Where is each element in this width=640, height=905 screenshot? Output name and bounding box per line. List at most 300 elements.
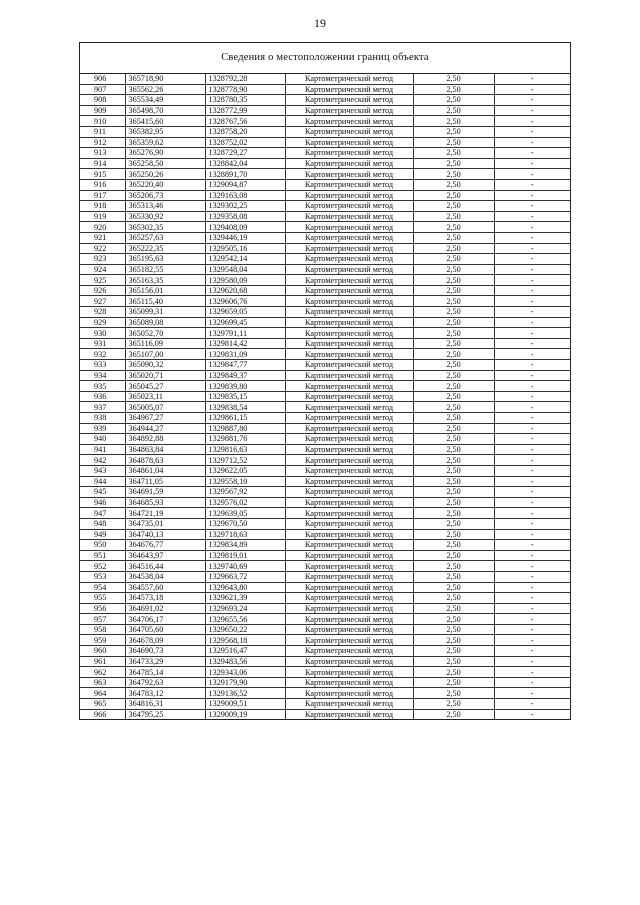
method-cell: Картометрический метод (285, 709, 413, 719)
table-row (80, 688, 570, 699)
accuracy-cell: 2,50 (413, 540, 494, 551)
table-row (80, 677, 570, 688)
y-coordinate-cell: 1329446,19 (205, 232, 285, 243)
method-cell: Картометрический метод (285, 391, 413, 402)
method-cell: Картометрический метод (285, 317, 413, 328)
accuracy-cell: 2,50 (413, 709, 494, 719)
point-number-cell: 963 (80, 677, 125, 688)
method-cell: Картометрический метод (285, 126, 413, 137)
x-coordinate-cell: 365498,70 (125, 105, 205, 116)
accuracy-cell: 2,50 (413, 296, 494, 307)
point-number-cell: 951 (80, 550, 125, 561)
y-coordinate-cell: 1329548,04 (205, 264, 285, 275)
point-number-cell: 932 (80, 349, 125, 360)
description-cell: - (494, 518, 570, 529)
method-cell: Картометрический метод (285, 243, 413, 254)
description-cell: - (494, 603, 570, 614)
accuracy-cell: 2,50 (413, 646, 494, 657)
y-coordinate-cell: 1328767,56 (205, 116, 285, 127)
point-number-cell: 939 (80, 423, 125, 434)
y-coordinate-cell: 1329693,24 (205, 603, 285, 614)
accuracy-cell: 2,50 (413, 656, 494, 667)
table-row (80, 635, 570, 646)
x-coordinate-cell: 365163,35 (125, 275, 205, 286)
accuracy-cell: 2,50 (413, 179, 494, 190)
method-cell: Картометрический метод (285, 487, 413, 498)
point-number-cell: 933 (80, 360, 125, 371)
y-coordinate-cell: 1329881,76 (205, 434, 285, 445)
point-number-cell: 953 (80, 571, 125, 582)
table-row (80, 201, 570, 212)
method-cell: Картометрический метод (285, 275, 413, 286)
point-number-cell: 918 (80, 201, 125, 212)
table-row (80, 434, 570, 445)
x-coordinate-cell: 364721,19 (125, 508, 205, 519)
point-number-cell: 921 (80, 232, 125, 243)
table-row (80, 508, 570, 519)
y-coordinate-cell: 1328780,35 (205, 95, 285, 106)
y-coordinate-cell: 1329483,56 (205, 656, 285, 667)
description-cell: - (494, 582, 570, 593)
accuracy-cell: 2,50 (413, 497, 494, 508)
accuracy-cell: 2,50 (413, 550, 494, 561)
method-cell: Картометрический метод (285, 529, 413, 540)
y-coordinate-cell: 1329670,50 (205, 518, 285, 529)
table-row (80, 444, 570, 455)
x-coordinate-cell: 364690,73 (125, 646, 205, 657)
x-coordinate-cell: 364676,77 (125, 540, 205, 551)
table-row (80, 518, 570, 529)
description-cell: - (494, 550, 570, 561)
x-coordinate-cell: 365276,90 (125, 148, 205, 159)
x-coordinate-cell: 365052,70 (125, 328, 205, 339)
table-row (80, 307, 570, 318)
description-cell: - (494, 677, 570, 688)
point-number-cell: 965 (80, 699, 125, 710)
y-coordinate-cell: 1329659,05 (205, 307, 285, 318)
method-cell: Картометрический метод (285, 222, 413, 233)
point-number-cell: 913 (80, 148, 125, 159)
description-cell: - (494, 275, 570, 286)
x-coordinate-cell: 364816,31 (125, 699, 205, 710)
description-cell: - (494, 105, 570, 116)
x-coordinate-cell: 364573,18 (125, 593, 205, 604)
x-coordinate-cell: 365534,49 (125, 95, 205, 106)
method-cell: Картометрический метод (285, 699, 413, 710)
y-coordinate-cell: 1328842,04 (205, 158, 285, 169)
x-coordinate-cell: 365023,11 (125, 391, 205, 402)
x-coordinate-cell: 365718,90 (125, 74, 205, 84)
y-coordinate-cell: 1329831,09 (205, 349, 285, 360)
method-cell: Картометрический метод (285, 582, 413, 593)
y-coordinate-cell: 1329643,80 (205, 582, 285, 593)
y-coordinate-cell: 1329558,10 (205, 476, 285, 487)
description-cell: - (494, 317, 570, 328)
table-row (80, 126, 570, 137)
x-coordinate-cell: 364785,14 (125, 667, 205, 678)
method-cell: Картометрический метод (285, 402, 413, 413)
x-coordinate-cell: 365107,00 (125, 349, 205, 360)
accuracy-cell: 2,50 (413, 95, 494, 106)
y-coordinate-cell: 1328752,02 (205, 137, 285, 148)
y-coordinate-cell: 1329663,72 (205, 571, 285, 582)
accuracy-cell: 2,50 (413, 116, 494, 127)
method-cell: Картометрический метод (285, 677, 413, 688)
y-coordinate-cell: 1329655,56 (205, 614, 285, 625)
accuracy-cell: 2,50 (413, 402, 494, 413)
table-row (80, 296, 570, 307)
description-cell: - (494, 709, 570, 719)
description-cell: - (494, 201, 570, 212)
table-row (80, 84, 570, 95)
table-row (80, 487, 570, 498)
accuracy-cell: 2,50 (413, 84, 494, 95)
description-cell: - (494, 646, 570, 657)
table-row (80, 105, 570, 116)
accuracy-cell: 2,50 (413, 688, 494, 699)
x-coordinate-cell: 364691,02 (125, 603, 205, 614)
accuracy-cell: 2,50 (413, 328, 494, 339)
accuracy-cell: 2,50 (413, 561, 494, 572)
method-cell: Картометрический метод (285, 508, 413, 519)
x-coordinate-cell: 365005,07 (125, 402, 205, 413)
point-number-cell: 942 (80, 455, 125, 466)
x-coordinate-cell: 365220,40 (125, 179, 205, 190)
table-row (80, 423, 570, 434)
y-coordinate-cell: 1329834,89 (205, 540, 285, 551)
description-cell: - (494, 264, 570, 275)
point-number-cell: 909 (80, 105, 125, 116)
x-coordinate-cell: 364678,09 (125, 635, 205, 646)
table-row (80, 381, 570, 392)
point-number-cell: 919 (80, 211, 125, 222)
description-cell: - (494, 338, 570, 349)
y-coordinate-cell: 1329849,37 (205, 370, 285, 381)
x-coordinate-cell: 364711,05 (125, 476, 205, 487)
accuracy-cell: 2,50 (413, 699, 494, 710)
method-cell: Картометрический метод (285, 211, 413, 222)
method-cell: Картометрический метод (285, 360, 413, 371)
description-cell: - (494, 243, 570, 254)
coordinates-table (80, 74, 570, 719)
accuracy-cell: 2,50 (413, 677, 494, 688)
accuracy-cell: 2,50 (413, 338, 494, 349)
method-cell: Картометрический метод (285, 84, 413, 95)
method-cell: Картометрический метод (285, 179, 413, 190)
point-number-cell: 922 (80, 243, 125, 254)
description-cell: - (494, 285, 570, 296)
point-number-cell: 931 (80, 338, 125, 349)
table-row (80, 328, 570, 339)
y-coordinate-cell: 1329791,11 (205, 328, 285, 339)
point-number-cell: 912 (80, 137, 125, 148)
y-coordinate-cell: 1329887,80 (205, 423, 285, 434)
description-cell: - (494, 571, 570, 582)
x-coordinate-cell: 364705,60 (125, 624, 205, 635)
x-coordinate-cell: 364892,88 (125, 434, 205, 445)
y-coordinate-cell: 1328792,28 (205, 74, 285, 84)
method-cell: Картометрический метод (285, 95, 413, 106)
description-cell: - (494, 169, 570, 180)
y-coordinate-cell: 1329009,51 (205, 699, 285, 710)
table-row (80, 497, 570, 508)
description-cell: - (494, 423, 570, 434)
boundary-table-sheet (79, 42, 571, 720)
method-cell: Картометрический метод (285, 137, 413, 148)
table-row (80, 529, 570, 540)
method-cell: Картометрический метод (285, 688, 413, 699)
y-coordinate-cell: 1329718,63 (205, 529, 285, 540)
accuracy-cell: 2,50 (413, 487, 494, 498)
x-coordinate-cell: 365116,09 (125, 338, 205, 349)
accuracy-cell: 2,50 (413, 211, 494, 222)
y-coordinate-cell: 1329740,69 (205, 561, 285, 572)
table-row (80, 667, 570, 678)
accuracy-cell: 2,50 (413, 285, 494, 296)
x-coordinate-cell: 365195,63 (125, 254, 205, 265)
method-cell: Картометрический метод (285, 540, 413, 551)
table-row (80, 656, 570, 667)
description-cell: - (494, 434, 570, 445)
accuracy-cell: 2,50 (413, 413, 494, 424)
accuracy-cell: 2,50 (413, 243, 494, 254)
description-cell: - (494, 328, 570, 339)
y-coordinate-cell: 1329835,15 (205, 391, 285, 402)
x-coordinate-cell: 365156,01 (125, 285, 205, 296)
description-cell: - (494, 84, 570, 95)
y-coordinate-cell: 1329814,42 (205, 338, 285, 349)
description-cell: - (494, 455, 570, 466)
accuracy-cell: 2,50 (413, 391, 494, 402)
method-cell: Картометрический метод (285, 254, 413, 265)
x-coordinate-cell: 365562,26 (125, 84, 205, 95)
point-number-cell: 961 (80, 656, 125, 667)
description-cell: - (494, 656, 570, 667)
table-row (80, 709, 570, 719)
method-cell: Картометрический метод (285, 201, 413, 212)
accuracy-cell: 2,50 (413, 635, 494, 646)
table-row (80, 476, 570, 487)
description-cell: - (494, 381, 570, 392)
accuracy-cell: 2,50 (413, 381, 494, 392)
x-coordinate-cell: 365182,55 (125, 264, 205, 275)
method-cell: Картометрический метод (285, 571, 413, 582)
table-row (80, 95, 570, 106)
method-cell: Картометрический метод (285, 349, 413, 360)
table-row (80, 550, 570, 561)
y-coordinate-cell: 1328729,27 (205, 148, 285, 159)
accuracy-cell: 2,50 (413, 614, 494, 625)
table-row (80, 74, 570, 84)
x-coordinate-cell: 364643,97 (125, 550, 205, 561)
y-coordinate-cell: 1329847,77 (205, 360, 285, 371)
method-cell: Картометрический метод (285, 232, 413, 243)
point-number-cell: 927 (80, 296, 125, 307)
x-coordinate-cell: 364783,12 (125, 688, 205, 699)
method-cell: Картометрический метод (285, 646, 413, 657)
accuracy-cell: 2,50 (413, 571, 494, 582)
point-number-cell: 943 (80, 465, 125, 476)
method-cell: Картометрический метод (285, 550, 413, 561)
description-cell: - (494, 540, 570, 551)
point-number-cell: 910 (80, 116, 125, 127)
table-row (80, 413, 570, 424)
method-cell: Картометрический метод (285, 413, 413, 424)
point-number-cell: 957 (80, 614, 125, 625)
point-number-cell: 925 (80, 275, 125, 286)
description-cell: - (494, 529, 570, 540)
point-number-cell: 937 (80, 402, 125, 413)
point-number-cell: 952 (80, 561, 125, 572)
point-number-cell: 930 (80, 328, 125, 339)
y-coordinate-cell: 1329009,19 (205, 709, 285, 719)
description-cell: - (494, 190, 570, 201)
accuracy-cell: 2,50 (413, 126, 494, 137)
point-number-cell: 941 (80, 444, 125, 455)
description-cell: - (494, 688, 570, 699)
x-coordinate-cell: 365206,73 (125, 190, 205, 201)
method-cell: Картометрический метод (285, 455, 413, 466)
accuracy-cell: 2,50 (413, 444, 494, 455)
x-coordinate-cell: 364685,93 (125, 497, 205, 508)
description-cell: - (494, 360, 570, 371)
method-cell: Картометрический метод (285, 328, 413, 339)
description-cell: - (494, 444, 570, 455)
description-cell: - (494, 699, 570, 710)
x-coordinate-cell: 365089,08 (125, 317, 205, 328)
table-row (80, 465, 570, 476)
table-row (80, 699, 570, 710)
x-coordinate-cell: 364944,27 (125, 423, 205, 434)
description-cell: - (494, 593, 570, 604)
description-cell: - (494, 635, 570, 646)
x-coordinate-cell: 364691,59 (125, 487, 205, 498)
y-coordinate-cell: 1329343,06 (205, 667, 285, 678)
table-row (80, 232, 570, 243)
x-coordinate-cell: 365257,63 (125, 232, 205, 243)
accuracy-cell: 2,50 (413, 317, 494, 328)
table-row (80, 169, 570, 180)
table-row (80, 360, 570, 371)
table-row (80, 222, 570, 233)
accuracy-cell: 2,50 (413, 148, 494, 159)
method-cell: Картометрический метод (285, 169, 413, 180)
point-number-cell: 935 (80, 381, 125, 392)
method-cell: Картометрический метод (285, 497, 413, 508)
y-coordinate-cell: 1329505,16 (205, 243, 285, 254)
table-row (80, 254, 570, 265)
x-coordinate-cell: 365045,27 (125, 381, 205, 392)
description-cell: - (494, 349, 570, 360)
table-row (80, 137, 570, 148)
point-number-cell: 959 (80, 635, 125, 646)
table-row (80, 646, 570, 657)
method-cell: Картометрический метод (285, 434, 413, 445)
description-cell: - (494, 158, 570, 169)
point-number-cell: 923 (80, 254, 125, 265)
method-cell: Картометрический метод (285, 74, 413, 84)
description-cell: - (494, 391, 570, 402)
description-cell: - (494, 614, 570, 625)
table-row (80, 614, 570, 625)
x-coordinate-cell: 365330,92 (125, 211, 205, 222)
description-cell: - (494, 561, 570, 572)
method-cell: Картометрический метод (285, 148, 413, 159)
description-cell: - (494, 487, 570, 498)
point-number-cell: 945 (80, 487, 125, 498)
table-row (80, 317, 570, 328)
accuracy-cell: 2,50 (413, 476, 494, 487)
point-number-cell: 958 (80, 624, 125, 635)
y-coordinate-cell: 1329838,54 (205, 402, 285, 413)
x-coordinate-cell: 365115,40 (125, 296, 205, 307)
table-row (80, 275, 570, 286)
method-cell: Картометрический метод (285, 465, 413, 476)
table-row (80, 211, 570, 222)
method-cell: Картометрический метод (285, 116, 413, 127)
point-number-cell: 960 (80, 646, 125, 657)
y-coordinate-cell: 1328772,99 (205, 105, 285, 116)
x-coordinate-cell: 365382,95 (125, 126, 205, 137)
x-coordinate-cell: 365258,50 (125, 158, 205, 169)
table-row (80, 349, 570, 360)
point-number-cell: 936 (80, 391, 125, 402)
description-cell: - (494, 497, 570, 508)
y-coordinate-cell: 1329568,18 (205, 635, 285, 646)
accuracy-cell: 2,50 (413, 275, 494, 286)
description-cell: - (494, 254, 570, 265)
y-coordinate-cell: 1329819,01 (205, 550, 285, 561)
accuracy-cell: 2,50 (413, 137, 494, 148)
point-number-cell: 949 (80, 529, 125, 540)
description-cell: - (494, 413, 570, 424)
x-coordinate-cell: 364967,27 (125, 413, 205, 424)
table-row (80, 190, 570, 201)
point-number-cell: 946 (80, 497, 125, 508)
accuracy-cell: 2,50 (413, 624, 494, 635)
description-cell: - (494, 624, 570, 635)
method-cell: Картометрический метод (285, 338, 413, 349)
method-cell: Картометрический метод (285, 561, 413, 572)
table-row (80, 338, 570, 349)
point-number-cell: 924 (80, 264, 125, 275)
description-cell: - (494, 148, 570, 159)
accuracy-cell: 2,50 (413, 465, 494, 476)
point-number-cell: 917 (80, 190, 125, 201)
y-coordinate-cell: 1329621,39 (205, 593, 285, 604)
page-number: 19 (314, 16, 326, 30)
y-coordinate-cell: 1329163,08 (205, 190, 285, 201)
accuracy-cell: 2,50 (413, 582, 494, 593)
description-cell: - (494, 402, 570, 413)
accuracy-cell: 2,50 (413, 222, 494, 233)
description-cell: - (494, 307, 570, 318)
table-row (80, 561, 570, 572)
method-cell: Картометрический метод (285, 624, 413, 635)
x-coordinate-cell: 365313,46 (125, 201, 205, 212)
y-coordinate-cell: 1329358,08 (205, 211, 285, 222)
method-cell: Картометрический метод (285, 105, 413, 116)
y-coordinate-cell: 1329576,02 (205, 497, 285, 508)
table-row (80, 116, 570, 127)
description-cell: - (494, 465, 570, 476)
point-number-cell: 920 (80, 222, 125, 233)
method-cell: Картометрический метод (285, 656, 413, 667)
y-coordinate-cell: 1329580,09 (205, 275, 285, 286)
x-coordinate-cell: 364795,25 (125, 709, 205, 719)
x-coordinate-cell: 365415,60 (125, 116, 205, 127)
accuracy-cell: 2,50 (413, 349, 494, 360)
